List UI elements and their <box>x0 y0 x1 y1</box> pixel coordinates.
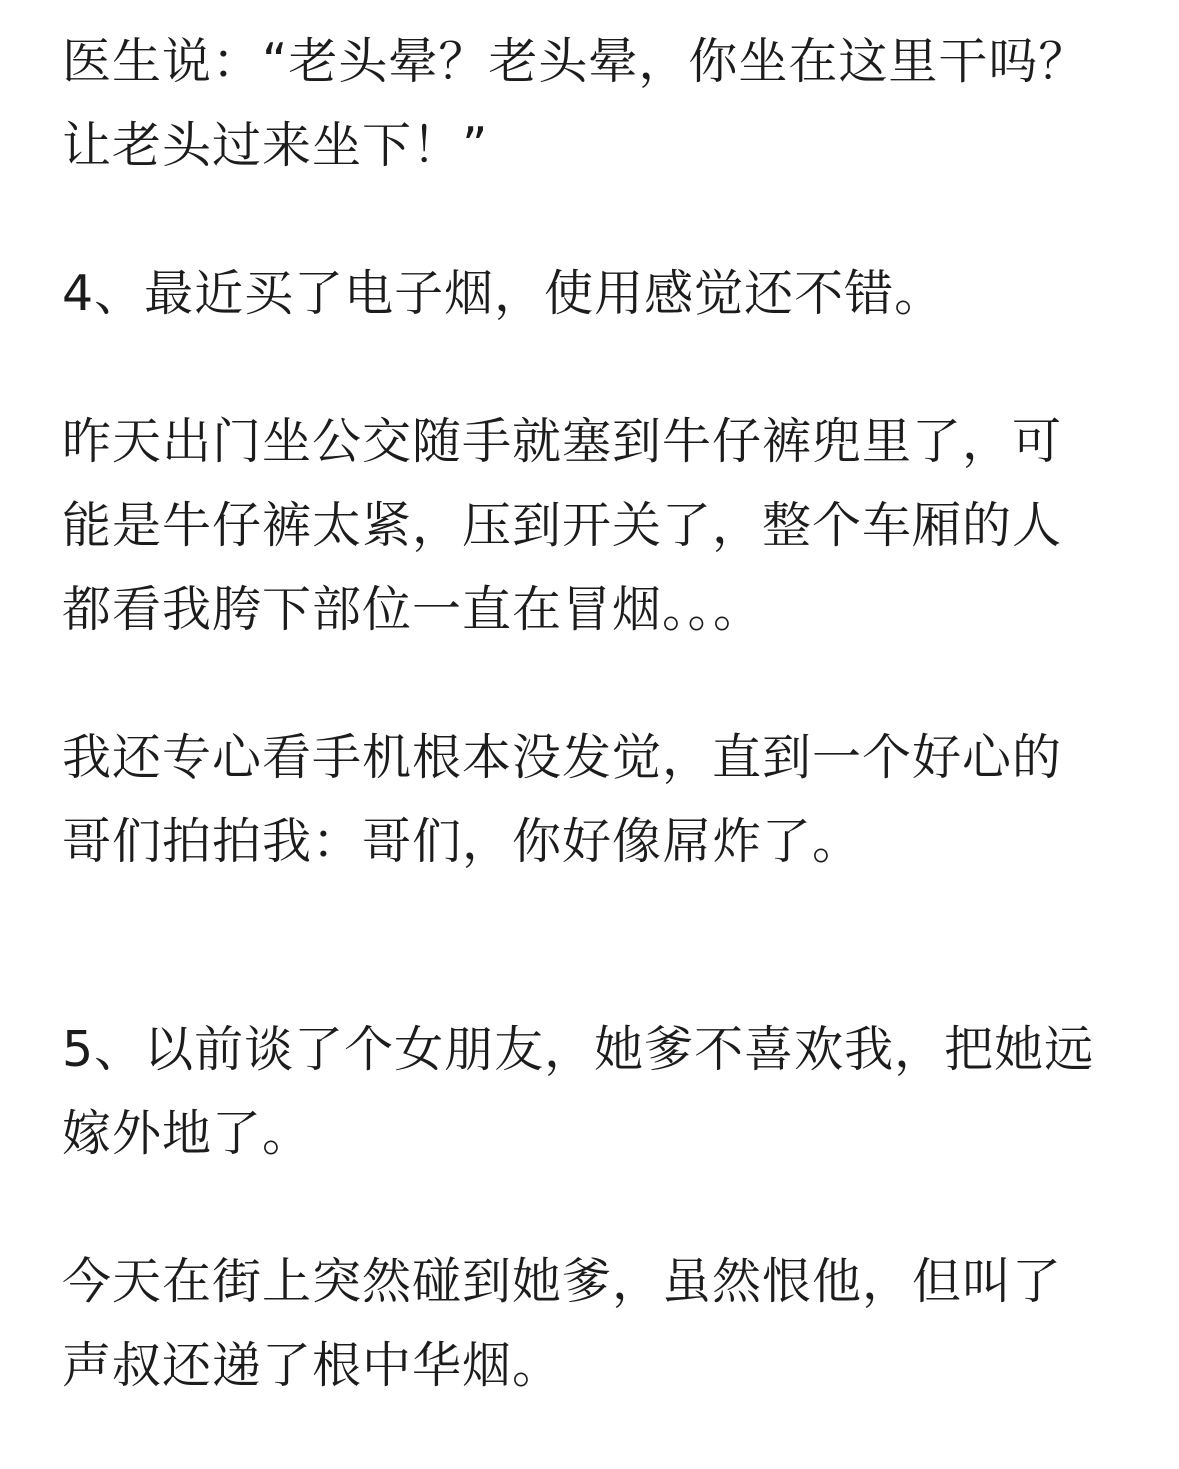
paragraph-spacer <box>62 188 1122 252</box>
section-spacer <box>62 884 1122 1008</box>
paragraph-spacer <box>62 336 1122 400</box>
paragraph-bus-story: 昨天出门坐公交随手就塞到牛仔裤兜里了，可 能是牛仔裤太紧，压到开关了，整个车厢的人 都看我胯下部位一直在冒烟。。。 <box>62 413 1063 638</box>
paragraph-spacer <box>62 1176 1122 1240</box>
paragraph-doctor-quote: 医生说：“老头晕？老头晕，你坐在这里干吗？ 让老头过来坐下！” <box>62 33 1089 174</box>
paragraph-item-5-heading: 5、以前谈了个女朋友，她爹不喜欢我，把她远 嫁外地了。 <box>62 1021 1095 1162</box>
paragraph-street-story: 今天在街上突然碰到她爹，虽然恨他，但叫了 声叔还递了根中华烟。 <box>62 1253 1063 1394</box>
paragraph-item-4-heading: 4、最近买了电子烟，使用感觉还不错。 <box>62 265 945 322</box>
article-body <box>62 20 1122 1408</box>
paragraph-spacer <box>62 652 1122 716</box>
paragraph-bus-punchline: 我还专心看手机根本没发觉，直到一个好心的 哥们拍拍我：哥们，你好像屌炸了。 <box>62 729 1063 870</box>
